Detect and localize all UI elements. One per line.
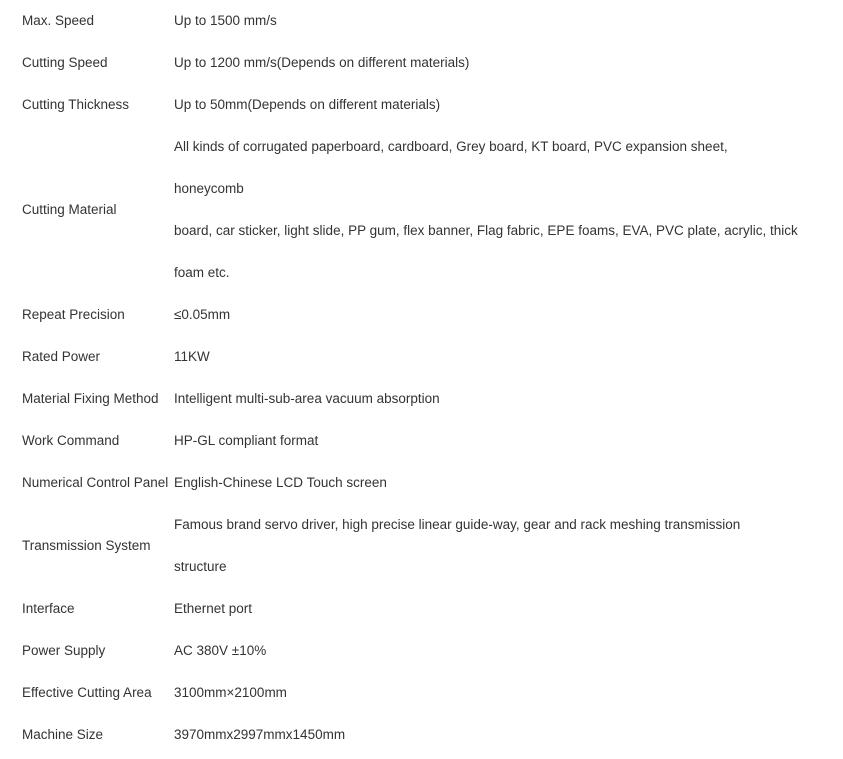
spec-label: Cutting Speed xyxy=(22,55,108,70)
spec-row xyxy=(22,588,837,630)
spec-value xyxy=(174,420,837,462)
spec-value xyxy=(174,294,837,336)
spec-label: Work Command xyxy=(22,433,120,448)
spec-value-line: 11KW xyxy=(174,349,210,364)
spec-value-line: 3100mm×2100mm xyxy=(174,685,287,700)
spec-row xyxy=(22,126,837,294)
spec-value xyxy=(174,42,837,84)
spec-value xyxy=(174,84,837,126)
spec-value xyxy=(174,126,837,294)
spec-row xyxy=(22,42,837,84)
spec-value-line: Up to 1200 mm/s(Depends on different materials) xyxy=(174,55,470,70)
spec-row xyxy=(22,630,837,672)
spec-table xyxy=(22,0,837,756)
spec-label: Material Fixing Method xyxy=(22,391,159,406)
spec-label: Max. Speed xyxy=(22,13,95,28)
spec-value-line: honeycomb xyxy=(174,181,244,196)
spec-row xyxy=(22,714,837,756)
spec-value-line: 3970mmx2997mmx1450mm xyxy=(174,727,346,742)
spec-value-line: Up to 50mm(Depends on different materials) xyxy=(174,97,441,112)
spec-row xyxy=(22,378,837,420)
spec-label: Cutting Material xyxy=(22,202,117,217)
spec-value-line: English-Chinese LCD Touch screen xyxy=(174,475,387,490)
spec-value xyxy=(174,336,837,378)
spec-value-line: HP-GL compliant format xyxy=(174,433,319,448)
spec-label: Rated Power xyxy=(22,349,101,364)
spec-row xyxy=(22,0,837,42)
spec-row xyxy=(22,672,837,714)
spec-value-line: foam etc. xyxy=(174,265,230,280)
spec-value xyxy=(174,504,837,588)
spec-label: Machine Size xyxy=(22,727,104,742)
spec-value xyxy=(174,672,837,714)
spec-value xyxy=(174,378,837,420)
spec-label: Cutting Thickness xyxy=(22,97,130,112)
spec-row xyxy=(22,504,837,588)
spec-label: Power Supply xyxy=(22,643,106,658)
spec-value-line: structure xyxy=(174,559,227,574)
spec-value-line: Famous brand servo driver, high precise linear guide-way, gear and rack meshing transmission xyxy=(174,517,741,532)
spec-label: Repeat Precision xyxy=(22,307,125,322)
spec-row xyxy=(22,84,837,126)
spec-value-line: All kinds of corrugated paperboard, cardboard, Grey board, KT board, PVC expansion sheet, xyxy=(174,139,728,154)
spec-value xyxy=(174,630,837,672)
spec-value xyxy=(174,0,837,42)
spec-label: Numerical Control Panel xyxy=(22,475,169,490)
spec-row xyxy=(22,294,837,336)
spec-value-line: Up to 1500 mm/s xyxy=(174,13,277,28)
spec-value-line: AC 380V ±10% xyxy=(174,643,267,658)
spec-value-line: board, car sticker, light slide, PP gum, flex banner, Flag fabric, EPE foams, EVA, PVC plate, acrylic, thick xyxy=(174,223,798,238)
spec-value-line: Ethernet port xyxy=(174,601,253,616)
spec-value-line: Intelligent multi-sub-area vacuum absorption xyxy=(174,391,440,406)
spec-value xyxy=(174,462,837,504)
spec-row xyxy=(22,420,837,462)
spec-row xyxy=(22,462,837,504)
spec-value xyxy=(174,588,837,630)
spec-row xyxy=(22,336,837,378)
spec-label: Effective Cutting Area xyxy=(22,685,152,700)
spec-value-line: ≤0.05mm xyxy=(174,307,231,322)
spec-label: Interface xyxy=(22,601,75,616)
spec-label: Transmission System xyxy=(22,538,151,553)
spec-value xyxy=(174,714,837,756)
